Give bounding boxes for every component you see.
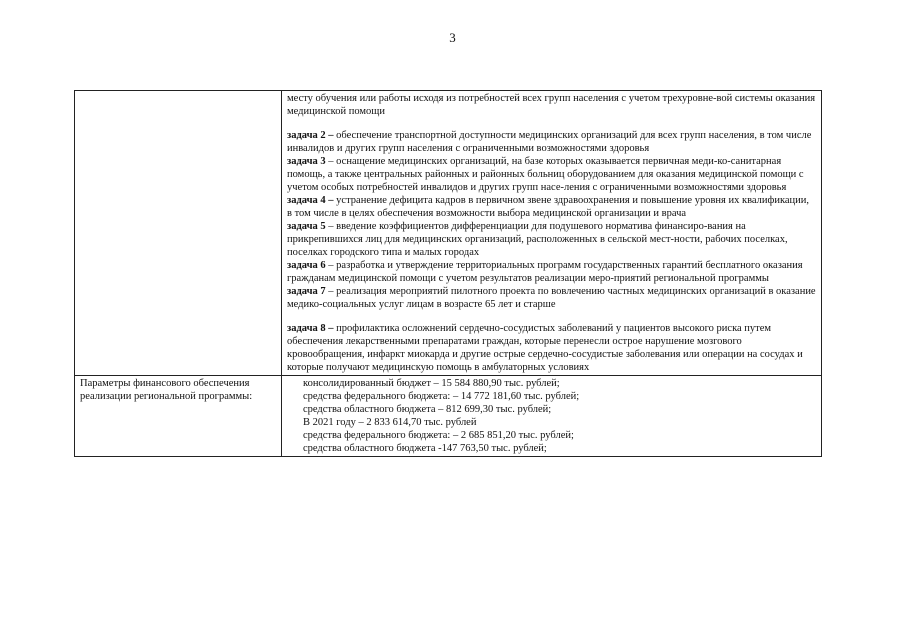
task-text: – реализация мероприятий пилотного проекта по вовлечению частных медицинских организаций в оказание медико-социальных услуг лицам в возрасте 65 лет и старше xyxy=(287,286,816,310)
task-label: задача 3 xyxy=(287,156,326,167)
task-text: устранение дефицита кадров в первичном звене здравоохранения и повышение уровня их квалификации, в том числе в целях обеспечения возможности выбора медицинской организации и врача xyxy=(287,195,810,219)
tasks-cell xyxy=(282,91,822,376)
task-item xyxy=(287,194,816,220)
task-item xyxy=(287,259,816,285)
financing-line: консолидированный бюджет – 15 584 880,90 тыс. рублей; xyxy=(303,378,560,389)
financing-label: Параметры финансового обеспечения реализации региональной программы: xyxy=(75,376,282,457)
task-label: задача 7 xyxy=(287,286,326,297)
task-text: – оснащение медицинских организаций, на базе которых оказывается первичная меди-ко-санитарная помощь, а также центральных районных и районных больниц оборудованием для оказания медицинской помощи с учетом особых потребностей инвалидов и других групп насе-ления с ограниченными возможностями здоровья xyxy=(287,156,804,193)
table-row xyxy=(75,376,822,457)
financing-line: средства областного бюджета -147 763,50 тыс. рублей; xyxy=(303,443,547,454)
financing-line: средства федерального бюджета: – 2 685 851,20 тыс. рублей; xyxy=(303,430,574,441)
financing-line: средства областного бюджета – 812 699,30 тыс. рублей; xyxy=(303,404,552,415)
task-label: задача 5 xyxy=(287,221,326,232)
task-text: обеспечение транспортной доступности медицинских организаций для всех групп населения, в том числе инвалидов и других групп населения с ограниченными возможностями здоровья xyxy=(287,130,812,154)
financing-line: В 2021 году – 2 833 614,70 тыс. рублей xyxy=(303,417,477,428)
financing-cell xyxy=(282,376,822,457)
table-cell-empty xyxy=(75,91,282,376)
task-label: задача 6 xyxy=(287,260,326,271)
task-item xyxy=(287,155,816,194)
task-text: профилактика осложнений сердечно-сосудистых заболеваний у пациентов высокого риска путем обеспечения лекарственными препаратами граждан, которые перенесли острое нарушение мозгового кровообращения, инфаркт миокарда и другие острые сердечно-сосудистые заболевания или операции на сосудах и которые получают медицинскую помощь в амбулаторных условиях xyxy=(287,323,803,373)
task-item xyxy=(287,285,816,311)
task-label: задача 8 – xyxy=(287,323,334,334)
financing-line: средства федерального бюджета: – 14 772 181,60 тыс. рублей; xyxy=(303,391,580,402)
task-item xyxy=(287,220,816,259)
task-label: задача 4 – xyxy=(287,195,334,206)
task-item xyxy=(287,322,816,374)
table-row xyxy=(75,91,822,376)
task-label: задача 2 – xyxy=(287,130,334,141)
page-number: 3 xyxy=(449,30,456,45)
task-item xyxy=(287,129,816,155)
task-text: – разработка и утверждение территориальных программ государственных гарантий бесплатного оказания гражданам медицинской помощи с учетом результатов реализации меро-приятий региональной программы xyxy=(287,260,803,284)
intro-text: месту обучения или работы исходя из потребностей всех групп населения с учетом трехуровне-вой системы оказания медицинской помощи xyxy=(287,93,816,117)
task-text: – введение коэффициентов дифференциации для подушевого норматива финансиро-вания на прикрепившихся лиц для медицинских организаций, расположенных в сельской мест-ности, рабочих поселках, поселках городского типа и малых городах xyxy=(287,221,788,258)
program-table xyxy=(74,90,822,457)
